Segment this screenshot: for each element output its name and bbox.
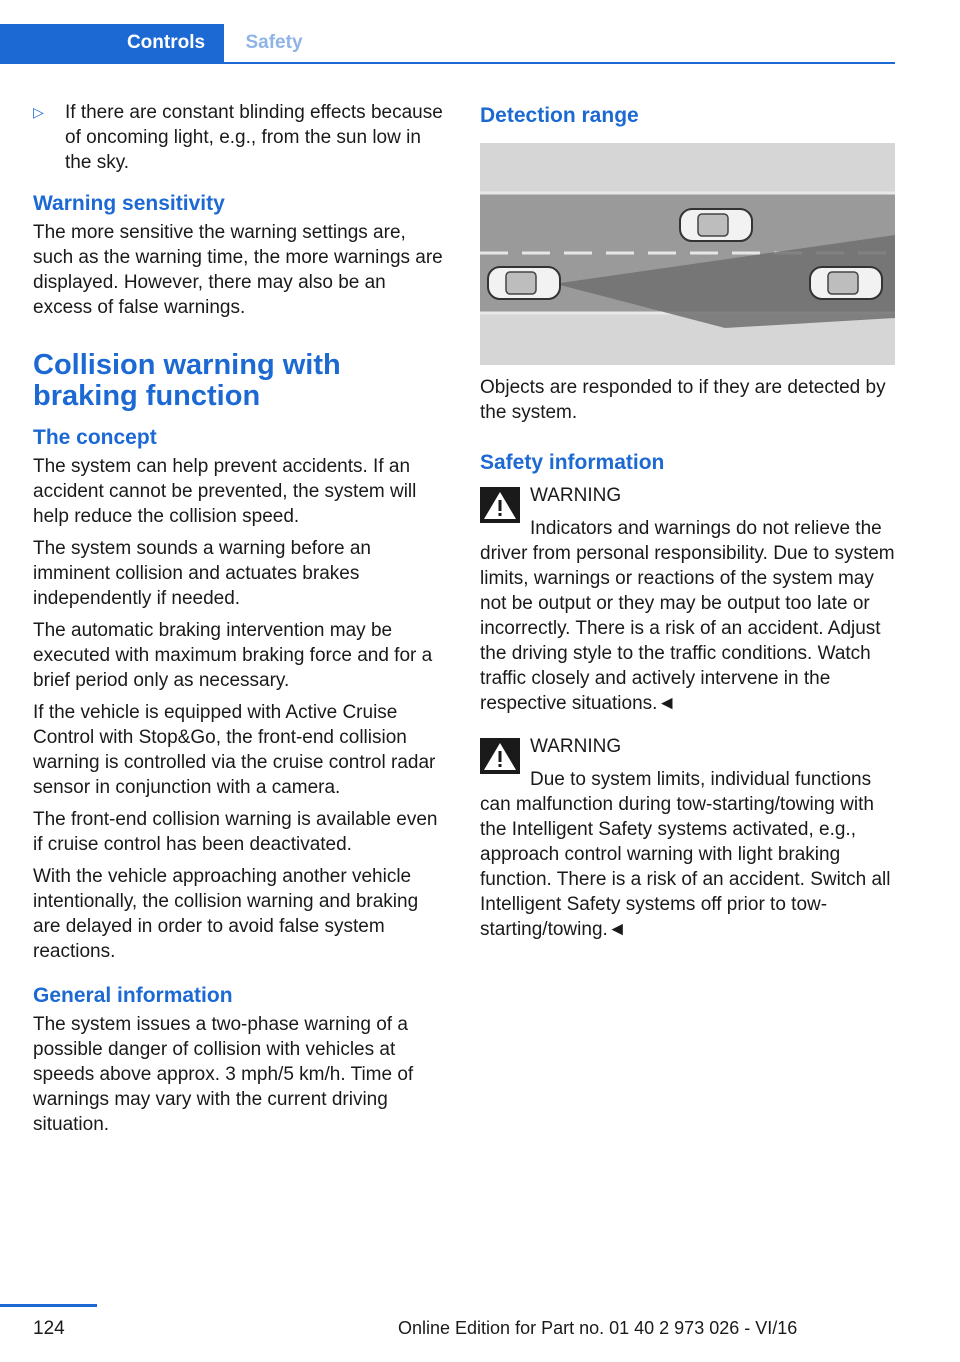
warning-block [480, 483, 895, 716]
car-icon [810, 267, 882, 299]
concept-paragraph: With the vehicle approaching another vehicle intentionally, the collision warning and braking are delayed in order to avoid false system reactions. [33, 866, 419, 962]
warning-block [480, 734, 895, 942]
car-icon [488, 267, 560, 299]
concept-paragraph: The system sounds a warning before an imminent collision and actuates brakes independently if needed. [33, 538, 371, 609]
page-number: 124 [33, 1318, 65, 1339]
safety-information-heading: Safety information [480, 451, 665, 474]
general-information-text: The system issues a two-phase warning of a possible danger of collision with vehicles at speeds above approx. 3 mph/5 km/h. Time of warnings may vary with the current driving situation. [33, 1014, 414, 1135]
concept-paragraph: The automatic braking intervention may be executed with maximum braking force and for a brief period only as necessary. [33, 620, 433, 691]
warning-triangle-icon [480, 487, 520, 523]
road-diagram [480, 143, 895, 365]
right-column [480, 100, 895, 942]
tab-controls[interactable]: Controls [0, 24, 224, 62]
warning-sensitivity-heading: Warning sensitivity [33, 192, 225, 215]
warning-label: WARNING [530, 485, 622, 506]
left-column [33, 100, 443, 1144]
concept-paragraph: The front-end collision warning is available even if cruise control has been deactivated. [33, 809, 438, 855]
warning-triangle-icon [480, 738, 520, 774]
warning-sensitivity-text: The more sensitive the warning settings are, such as the warning time, the more warnings are displayed. However, there may also be an excess of false warnings. [33, 222, 443, 318]
car-icon [680, 209, 752, 241]
section-heading: Collision warning with braking function [33, 349, 341, 412]
general-information-heading: General information [33, 984, 233, 1007]
list-item [33, 100, 443, 175]
triangle-bullet-icon: ▷ [33, 104, 44, 120]
detection-range-heading: Detection range [480, 104, 639, 127]
section-tabs [0, 24, 895, 64]
edition-text: Online Edition for Part no. 01 40 2 973 026 - VI/16 [398, 1318, 798, 1338]
detection-range-text: Objects are responded to if they are detected by the system. [480, 377, 886, 423]
warning-text: Indicators and warnings do not relieve the driver from personal responsibility. Due to system limits, warnings or reactions of the system may not be output or they may be output too late or incorrectly. There is a risk of an accident. Adjust the driving style to the traffic conditions. Watch traffic closely and actively intervene in the respective situations.◄ [480, 518, 895, 714]
warning-text: Due to system limits, individual functions can malfunction during tow-starting/towing with the Intelligent Safety systems activated, e.g., approach control warning with light braking function. There is a risk of an accident. Switch all Intelligent Safety systems off prior to tow-starting/towing.◄ [480, 769, 891, 940]
detection-range-illustration [480, 143, 895, 365]
concept-paragraph: If the vehicle is equipped with Active Cruise Control with Stop&Go, the front-end collision warning is controlled via the cruise control radar sensor in conjunction with a camera. [33, 702, 436, 798]
bullet-text: If there are constant blinding effects because of oncoming light, e.g., from the sun low in the sky. [65, 102, 443, 173]
warning-label: WARNING [530, 736, 622, 757]
tab-safety[interactable]: Safety [224, 24, 324, 62]
concept-heading: The concept [33, 426, 157, 449]
footer-rule [0, 1304, 97, 1307]
concept-paragraph: The system can help prevent accidents. If an accident cannot be prevented, the system will help reduce the collision speed. [33, 456, 417, 527]
